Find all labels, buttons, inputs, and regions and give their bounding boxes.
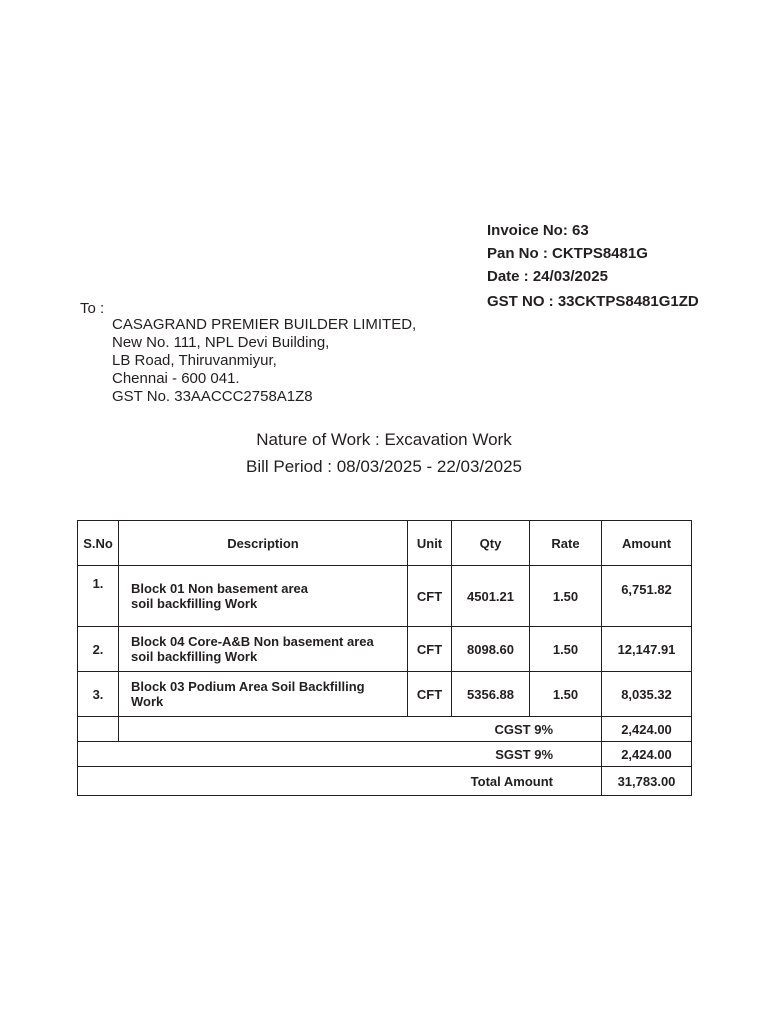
header-qty: Qty [452, 521, 530, 566]
invoice-table [77, 520, 692, 796]
row-qty: 8098.60 [452, 627, 530, 672]
empty-cell [78, 717, 119, 742]
row-amount: 6,751.82 [602, 566, 692, 627]
pan-number: Pan No : CKTPS8481G [487, 245, 648, 262]
cgst-label: CGST 9% [119, 717, 602, 742]
invoice-date: Date : 24/03/2025 [487, 268, 608, 285]
row-amount: 8,035.32 [602, 672, 692, 717]
table-row [78, 672, 692, 717]
table-row [78, 566, 692, 627]
table-row [78, 627, 692, 672]
description-line: Work [131, 694, 164, 709]
description-line: Block 01 Non basement area [131, 581, 309, 596]
address-line-2: LB Road, Thiruvanmiyur, [112, 352, 277, 369]
total-label: Total Amount [78, 767, 602, 796]
gst-number: GST NO : 33CKTPS8481G1ZD [487, 293, 699, 310]
recipient-name: CASAGRAND PREMIER BUILDER LIMITED, [112, 316, 417, 333]
invoice-number: Invoice No: 63 [487, 222, 589, 239]
description-line: soil backfilling Work [131, 649, 258, 664]
address-line-3: Chennai - 600 041. [112, 370, 240, 387]
recipient-address [112, 316, 416, 406]
description-line: soil backfilling Work [131, 596, 258, 611]
total-row [78, 767, 692, 796]
row-sno: 1. [78, 566, 119, 627]
header-rate: Rate [530, 521, 602, 566]
row-amount: 12,147.91 [602, 627, 692, 672]
row-unit: CFT [408, 566, 452, 627]
recipient-gst: GST No. 33AACCC2758A1Z8 [112, 388, 313, 405]
sgst-row [78, 742, 692, 767]
table-header-row [78, 521, 692, 566]
header-description: Description [119, 521, 408, 566]
sgst-label: SGST 9% [78, 742, 602, 767]
header-unit: Unit [408, 521, 452, 566]
header-sno: S.No [78, 521, 119, 566]
to-label: To : [80, 300, 105, 317]
description-line: Block 04 Core-A&B Non basement area [131, 634, 374, 649]
nature-of-work: Nature of Work : Excavation Work [256, 430, 512, 449]
description-line: Block 03 Podium Area Soil Backfilling [131, 679, 365, 694]
bill-period: Bill Period : 08/03/2025 - 22/03/2025 [246, 457, 522, 476]
address-line-1: New No. 111, NPL Devi Building, [112, 334, 330, 351]
row-unit: CFT [408, 627, 452, 672]
row-qty: 5356.88 [452, 672, 530, 717]
row-rate: 1.50 [530, 672, 602, 717]
row-qty: 4501.21 [452, 566, 530, 627]
row-description [119, 627, 408, 672]
row-unit: CFT [408, 672, 452, 717]
row-description [119, 672, 408, 717]
row-rate: 1.50 [530, 566, 602, 627]
cgst-amount: 2,424.00 [602, 717, 692, 742]
header-amount: Amount [602, 521, 692, 566]
total-amount: 31,783.00 [602, 767, 692, 796]
sgst-amount: 2,424.00 [602, 742, 692, 767]
cgst-row [78, 717, 692, 742]
row-sno: 3. [78, 672, 119, 717]
row-sno: 2. [78, 627, 119, 672]
row-rate: 1.50 [530, 627, 602, 672]
row-description [119, 566, 408, 627]
